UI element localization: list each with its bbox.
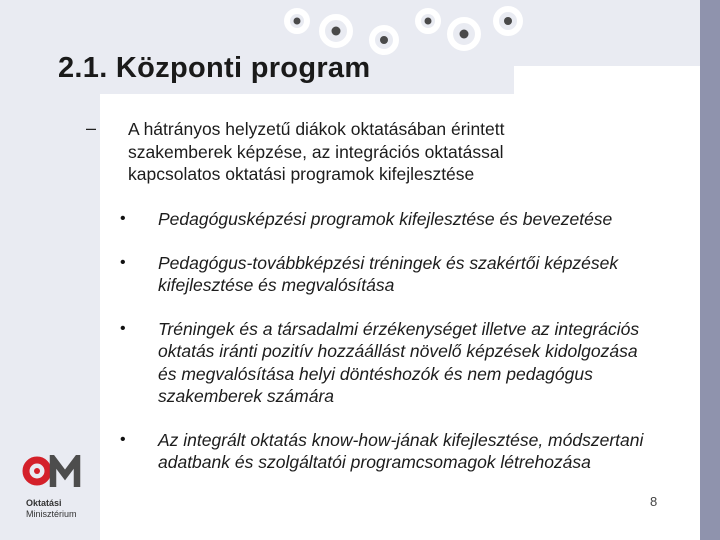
list-item (120, 208, 660, 231)
page-title: 2.1. Központi program (58, 52, 371, 84)
page-number: 8 (650, 494, 658, 509)
bullet-text: Pedagógus-továbbképzési tréningek és szakértői képzések kifejlesztése és megvalósítása (158, 252, 619, 295)
bullet-text: Tréningek és a társadalmi érzékenységet illetve az integrációs oktatás iránti pozitív hozzáállást növelő képzések kidolgozása és megvalósítása helyi döntéshozók és nem pedagógus szakemberek számára (158, 318, 640, 406)
bullet-dot: • (120, 253, 126, 271)
bullet-dot: • (120, 430, 126, 448)
list-item (120, 318, 660, 408)
list-item (120, 252, 660, 297)
right-band (700, 0, 720, 540)
list-item (120, 429, 660, 474)
bullet-text: Pedagógusképzési programok kifejlesztése és bevezetése (158, 209, 613, 229)
main-point-text: A hátrányos helyzetű diákok oktatásában érintett szakemberek képzése, az integrációs oktatással kapcsolatos oktatási programok kifejlesztése (128, 119, 505, 184)
logo-line-2: Minisztérium (26, 509, 77, 519)
om-logo-icon (20, 455, 90, 495)
bullet-list (120, 208, 660, 495)
logo-text (26, 498, 77, 520)
left-panel (0, 94, 100, 430)
bullet-text: Az integrált oktatás know-how-jának kifejlesztése, módszertani adatbank és szolgáltatói programcsomagok létrehozása (158, 429, 644, 472)
bullet-dot: • (120, 319, 126, 337)
dash-marker: – (86, 118, 97, 138)
logo-line-1: Oktatási (26, 498, 62, 508)
bullet-dot: • (120, 210, 126, 227)
